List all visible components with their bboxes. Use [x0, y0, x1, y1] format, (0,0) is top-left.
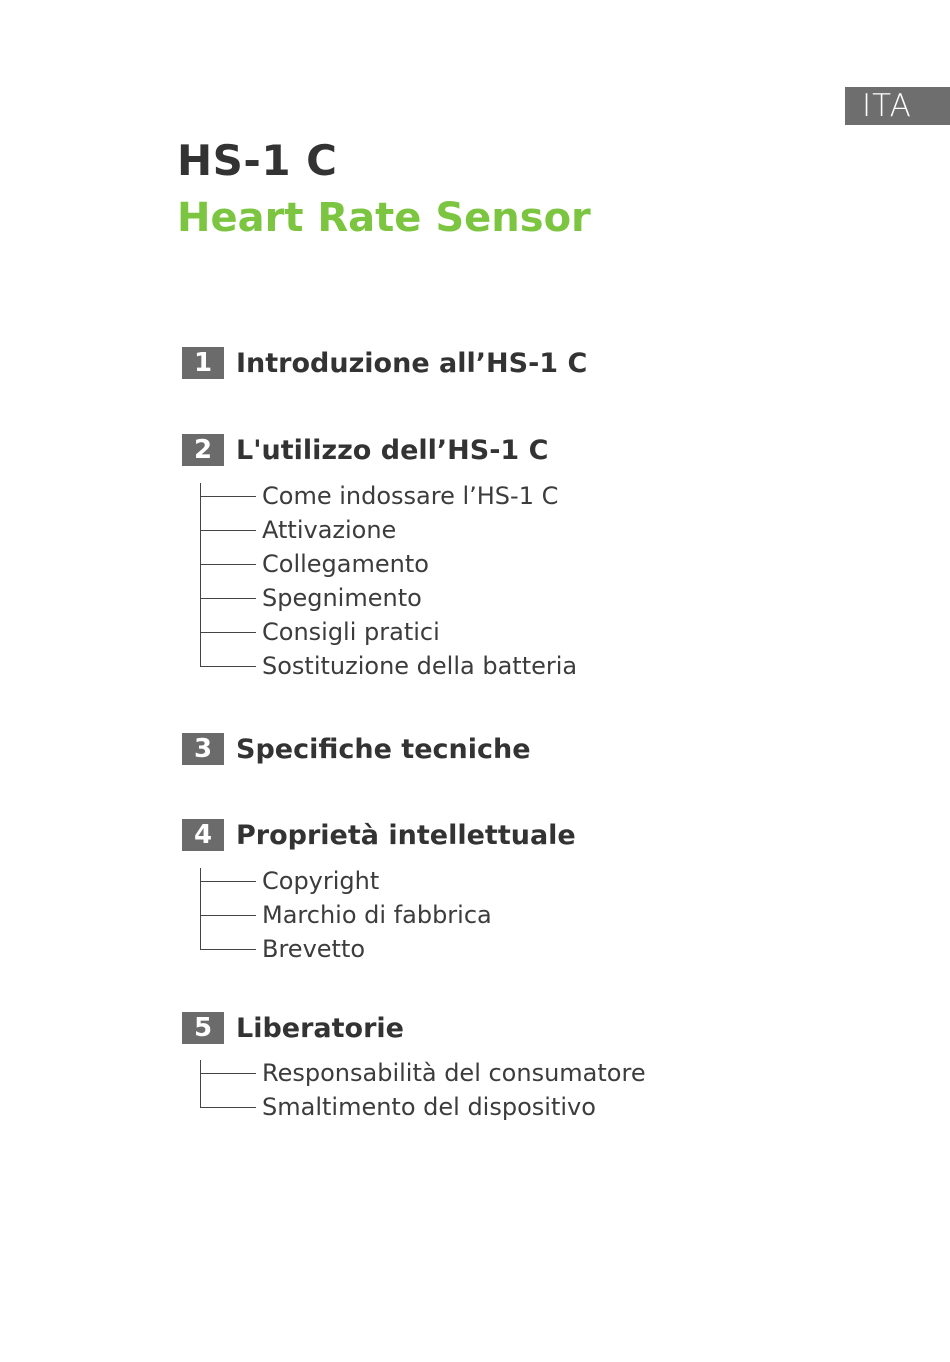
toc-subitem-label: Sostituzione della batteria	[262, 652, 578, 680]
toc-subitem[interactable]	[200, 1056, 646, 1090]
tree-branch	[200, 666, 256, 667]
section-title: Introduzione all’HS-1 C	[236, 347, 588, 379]
toc-subitem-label: Brevetto	[262, 935, 366, 963]
toc-subitem[interactable]	[200, 649, 577, 683]
document-subtitle: Heart Rate Sensor	[177, 195, 591, 241]
section-number-badge: 2	[182, 434, 224, 466]
section-title: Specifiche tecniche	[236, 733, 531, 765]
toc-subitem[interactable]	[200, 932, 365, 966]
toc-section-1[interactable]	[182, 347, 587, 379]
toc-subitem-label: Come indossare l’HS-1 C	[262, 482, 559, 510]
toc-subitem[interactable]	[200, 513, 396, 547]
section-number-badge: 5	[182, 1012, 224, 1044]
tree-branch	[200, 496, 256, 497]
tree-branch	[200, 530, 256, 531]
toc-subitem-label: Copyright	[262, 867, 380, 895]
toc-subitem-label: Attivazione	[262, 516, 397, 544]
toc-section-2[interactable]	[182, 434, 548, 466]
tree-branch	[200, 949, 256, 950]
toc-subitem[interactable]	[200, 864, 379, 898]
tree-branch	[200, 598, 256, 599]
tree-branch	[200, 1073, 256, 1074]
toc-subitem[interactable]	[200, 898, 492, 932]
toc-subitem[interactable]	[200, 615, 440, 649]
toc-subitem[interactable]	[200, 547, 429, 581]
tree-branch	[200, 564, 256, 565]
tree-branch	[200, 881, 256, 882]
section-number-badge: 1	[182, 347, 224, 379]
toc-subitem-label: Marchio di fabbrica	[262, 901, 492, 929]
toc-subitem-label: Collegamento	[262, 550, 429, 578]
toc-section-5[interactable]	[182, 1012, 404, 1044]
document-title: HS-1 C	[177, 136, 338, 185]
section-number-badge: 3	[182, 733, 224, 765]
section-title: Liberatorie	[236, 1012, 404, 1044]
toc-subitem-label: Smaltimento del dispositivo	[262, 1093, 596, 1121]
toc-section-4[interactable]	[182, 819, 576, 851]
tree-branch	[200, 1107, 256, 1108]
toc-subitem[interactable]	[200, 581, 422, 615]
tree-branch	[200, 915, 256, 916]
language-tab: ITA	[845, 87, 950, 125]
toc-subitem[interactable]	[200, 1090, 596, 1124]
tree-branch	[200, 632, 256, 633]
section-number-badge: 4	[182, 819, 224, 851]
toc-section-3[interactable]	[182, 733, 531, 765]
toc-subitem[interactable]	[200, 479, 558, 513]
toc-subitem-label: Responsabilità del consumatore	[262, 1059, 646, 1087]
toc-subitem-label: Spegnimento	[262, 584, 422, 612]
section-title: L'utilizzo dell’HS-1 C	[236, 434, 549, 466]
toc-subitem-label: Consigli pratici	[262, 618, 440, 646]
section-title: Proprietà intellettuale	[236, 819, 576, 851]
